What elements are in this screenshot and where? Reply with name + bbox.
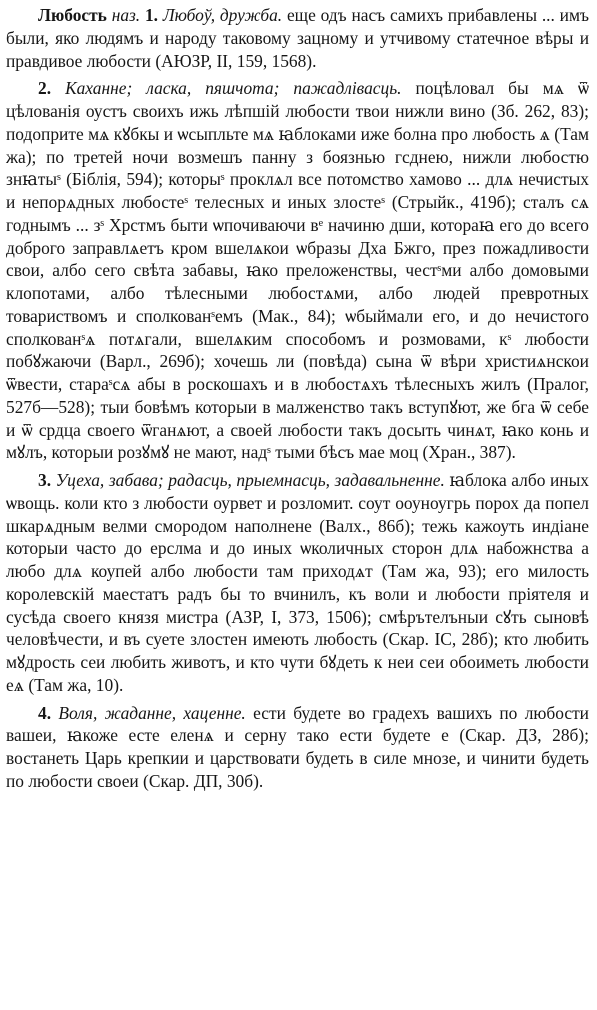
entry-sense-3 (6, 469, 589, 697)
sense-gloss: Каханне; ласка, пяшчота; пажадлівасць. (65, 78, 402, 99)
headword: Любость (38, 5, 107, 25)
sense-gloss: Любоў, дружба. (162, 5, 283, 25)
entry-sense-1 (6, 4, 589, 72)
sense-number: 2. (38, 78, 52, 99)
sense-text: ести будете во градехъ вашихъ по любости вашеи, ꙗкоже есте еленѧ и серну тако ести будете е (Скар. ДЗ, 28б); востанеть Царь крепкии и царствовати будеть в силе мнозе, и чинити будеть по любости своеи (Скар. ДП, 30б). (6, 702, 589, 791)
sense-number: 4. (38, 702, 52, 723)
sense-gloss: Уцеха, забава; радасць, прыемнасць, задавальненне. (55, 470, 445, 490)
sense-gloss: Воля, жаданне, хаценне. (58, 702, 246, 723)
sense-text: ꙗблока албо иных ѡвощь. коли кто з любости оурвет и розломит. соут ооуноугрь порох да попел шкарѧдным велми смородом наполнене (Валх., 86б); тежь кажоуть индіане которыи часто до ерслма и до иных ѡколичных сторон длѧ набожнства а любо длѧ коупей албо любости там приходѧт (Там жа, 93); его милость королевскій маестатъ радъ бы то вчинилъ, къ воли и любости пріятеля и сусѣда своего князя мистра (АЗР, I, 373, 1506); смѣрътелъныи сꙋть сыновѣ человѣчести, и въ суете злостен имеють любость (Скар. IC, 28б); кто любить мꙋдрость сеи любить животъ, и кто чути бꙋдеть к неи сеи обоиметь любости еѧ (Там жа, 10). (6, 470, 589, 695)
sense-number: 1. (144, 5, 159, 25)
entry-sense-4 (6, 702, 589, 793)
entry-sense-2 (6, 77, 589, 464)
sense-text: поцѣловал бы мѧ ѿ цѣлованія оустъ своихъ ижь лѣпшій любости твои нижли вино (Зб. 262, 83); подоприте мѧ кꙋбкы и ѡсыпльте мѧ ꙗблоками иже болна про любость ѧ (Там жа); по третей ночи возмешъ панну з боязнью гсднею, нижли любостю знꙗтыˢ (Біблія, 594); которыˢ проклѧл все потомство хамово ... длѧ нечистых и непорѧдных любостеˢ телесных и иных злостеˢ (Стрыйк., 419б); сталъ сѧ годнымъ ... зˢ Хрстмъ быти ѡпочиваючи вᵉ начиню дши, котораꙗ его до всего доброго заправлѧетъ кром вшелѧкои ѡбразы Дха Бжго, през пожадливости свои, албо сего свѣта забавы, ꙗко преложенствы, честˢми албо домовыми клопотами, албо тѣлесными любостѧми, албо людей превротных товариствомъ и сполкованˢемъ (Мак., 84); ѡбыймали его, и до нечистого сполкованˢѧ потѧгали, вшелѧким способомъ и розмовами, кˢ любости побꙋжаючи (Варл., 269б); хочешь ли (повѣда) сына ѿ вѣри христиѧнскои ѿвести, стараˢсѧ абы в роскошахъ и в любостѧхъ тѣлесныхъ жилъ (Пралог, 527б—528); тыи бовѣмъ которыи в малженство такъ вступꙋют, же бга ѿ себе и ѿ срдца своего ѿганѧют, а своей любости такъ досыть чинѧт, ꙗко конь и мꙋлъ, которыи розꙋмꙋ не мают, надˢ тыми бѣсъ мае моц (Хран., 387). (6, 78, 589, 463)
grammar-label: наз. (111, 5, 141, 25)
sense-number: 3. (38, 470, 52, 490)
sense-text: еще одъ насъ самихъ прибавлены ... имъ были, яко людямъ и народу таковому зацному и утчивому статечное вѣры и правдивое любости (АЮЗР, II, 159, 1568). (6, 5, 589, 71)
